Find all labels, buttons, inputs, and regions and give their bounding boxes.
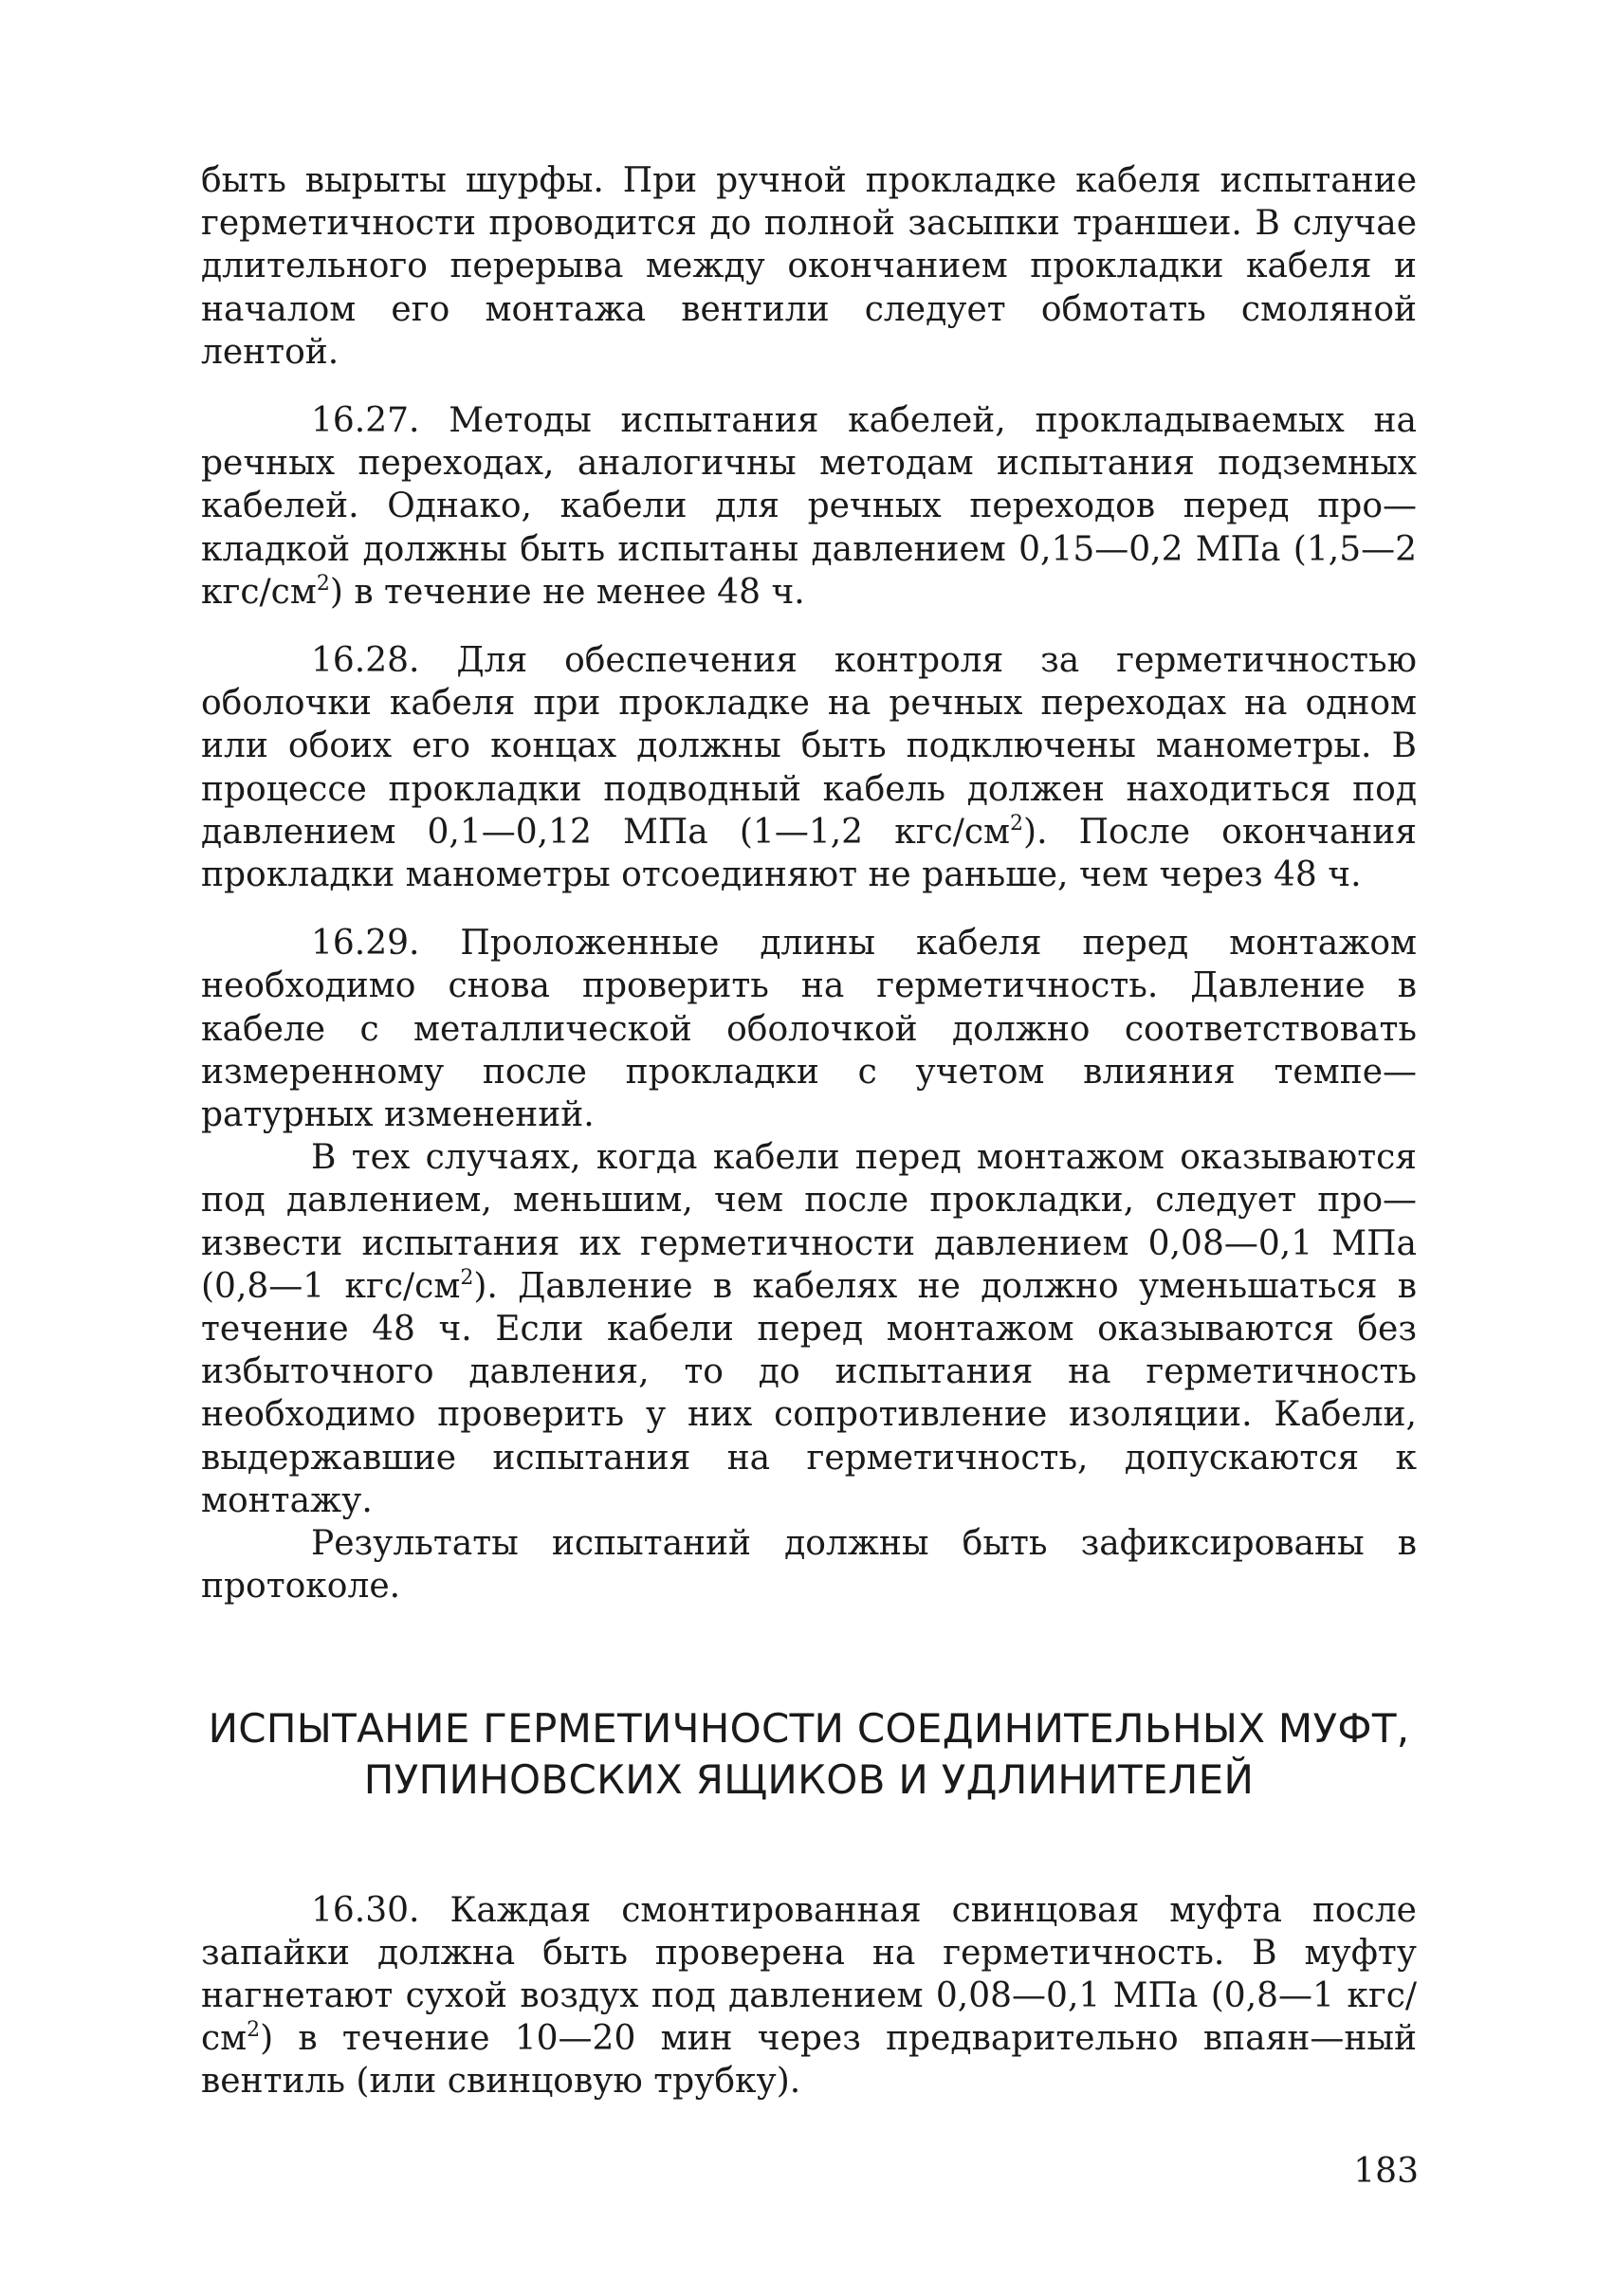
paragraph-16-28	[201, 639, 1417, 896]
paragraph-16-30	[201, 1889, 1417, 2103]
paragraph-text: ). После окончания прокладки манометры отсоединяют не раньше, чем через 48 ч.	[201, 812, 1417, 895]
paragraph-text: 16.28. Для обеспечения контроля за герметичностью оболочки кабеля при прокладке на речных переходах на одном или обоих его концах должны быть подключены манометры. В процессе прокладки подводный кабель должен находиться под давлением 0,1—0,12 МПа (1—1,2 кгс/см	[201, 641, 1417, 852]
paragraph-text: 16.30. Каждая смонтированная свинцовая муфта после запайки должна быть проверена на герметичность. В муфту нагнетают сухой воздух под давлением 0,08—0,1 МПа (0,8—1 кгс/см	[201, 1890, 1417, 2059]
paragraph-16-27	[201, 399, 1417, 614]
paragraph-text: ) в течение 10—20 мин через предварительно впаян—ный вентиль (или свинцовую трубку).	[201, 2019, 1417, 2102]
paragraph-text: Результаты испытаний должны быть зафиксированы в протоколе.	[201, 1524, 1417, 1607]
paragraph-pressure-cases	[201, 1136, 1417, 1522]
paragraph-text: 16.29. Проложенные длины кабеля перед монтажом необходимо снова проверить на герметичность. Давление в кабеле с металлической оболочкой должно соответствовать измеренному после прокладки с учетом влияния темпе—ратурных изменений.	[201, 924, 1417, 1135]
section-heading-line-1: ИСПЫТАНИЕ ГЕРМЕТИЧНОСТИ СОЕДИНИТЕЛЬНЫХ МУФТ,	[208, 1704, 1410, 1752]
section-heading-line-2: ПУПИНОВСКИХ ЯЩИКОВ И УДЛИНИТЕЛЕЙ	[363, 1755, 1255, 1803]
paragraph-text: В тех случаях, когда кабели перед монтажом оказываются под давлением, меньшим, чем после прокладки, следует про—извести испытания их герметичности давлением 0,08—0,1 МПа (0,8—1 кгс/см	[201, 1138, 1417, 1306]
page-number: 183	[1353, 2152, 1419, 2191]
paragraph-text: ). Давление в кабелях не должно уменьшаться в течение 48 ч. Если кабели перед монтажом оказываются без избыточного давления, то до испытания на герметичность необходимо проверить у них сопротивление изоляции. Кабели, выдержавшие испытания на герметичность, допускаются к монтажу.	[201, 1266, 1417, 1520]
superscript: 2	[460, 1265, 474, 1290]
section-heading	[201, 1703, 1417, 1806]
paragraph-text: быть вырыты шурфы. При ручной прокладке кабеля испытание герметичности проводится до полной засыпки траншеи. В случае длительного перерыва между окончанием прокладки кабеля и началом его монтажа вентили следует обмотать смоляной лентой.	[201, 161, 1417, 372]
superscript: 2	[316, 571, 330, 596]
page-body	[201, 159, 1417, 2103]
paragraph-continuation	[201, 159, 1417, 374]
paragraph-16-29	[201, 922, 1417, 1136]
paragraph-text: ) в течение не менее 48 ч.	[329, 572, 805, 612]
superscript: 2	[1010, 811, 1024, 836]
paragraph-results	[201, 1522, 1417, 1607]
superscript: 2	[247, 2018, 261, 2043]
paragraph-text: 16.27. Методы испытания кабелей, прокладываемых на речных переходах, аналогичны методам испытания подземных кабелей. Однако, кабели для речных переходов перед про—кладкой должны быть испытаны давлением 0,15—0,2 МПа (1,5—2 кгс/см	[201, 401, 1417, 612]
